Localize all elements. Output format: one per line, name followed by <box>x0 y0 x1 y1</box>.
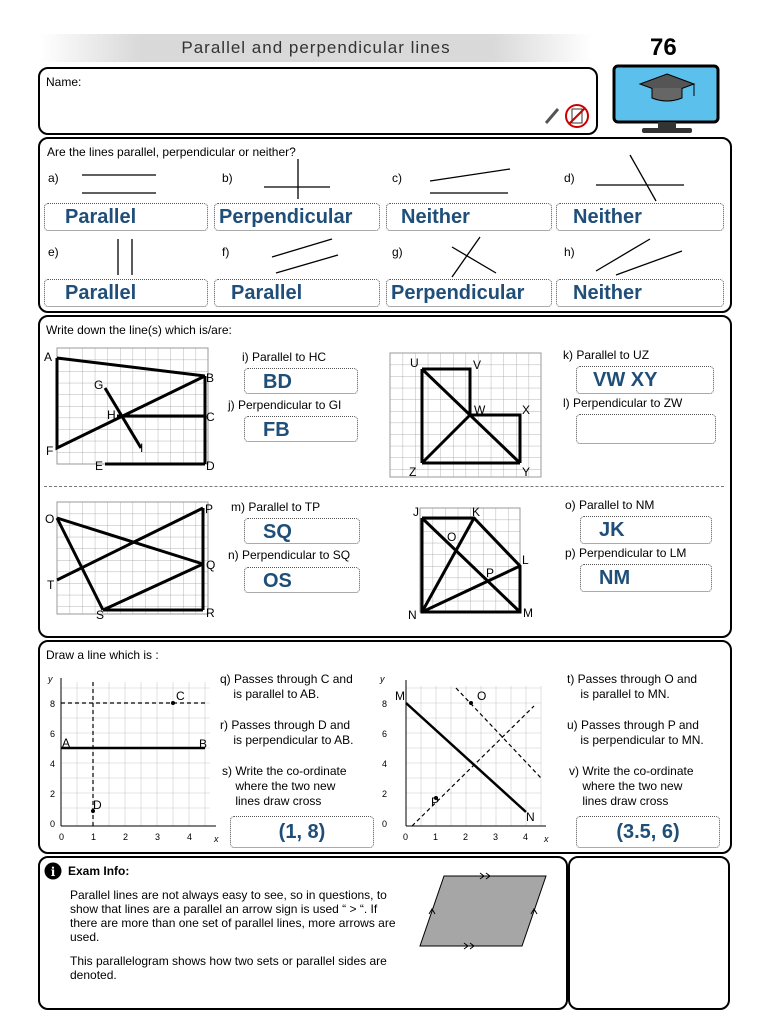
point-label: V <box>473 358 482 372</box>
point-label: L <box>522 553 529 567</box>
item-letter: b) <box>222 171 233 185</box>
tick-label: 0 <box>403 832 409 842</box>
parallelogram-diagram <box>418 868 548 950</box>
answer-k[interactable]: VW XY <box>576 366 714 394</box>
side-empty-box <box>568 856 730 1010</box>
point-label: C <box>176 689 185 703</box>
point-label: X <box>522 403 531 417</box>
item-letter: g) <box>392 245 403 259</box>
tick-label: 4 <box>523 832 529 842</box>
question-s: s) Write the co-ordinate where the two new lines draw cross <box>222 764 347 808</box>
svg-text:i: i <box>50 865 56 879</box>
tick-label: 0 <box>59 832 65 842</box>
question-v: v) Write the co-ordinate where the two new lines draw cross <box>569 764 694 808</box>
point-label: J <box>413 505 419 519</box>
section2-instruction: Write down the line(s) which is/are: <box>46 323 232 337</box>
axis-label-y: y <box>380 674 385 684</box>
tick-label: 2 <box>463 832 469 842</box>
section1-instruction: Are the lines parallel, perpendicular or neither? <box>47 145 296 159</box>
point-label: A <box>62 736 71 750</box>
question-n: n) Perpendicular to SQ <box>228 548 351 562</box>
tick-label: 1 <box>91 832 97 842</box>
title-bar <box>40 34 592 62</box>
question-q: q) Passes through C and is parallel to AB. <box>220 672 353 701</box>
item-letter: d) <box>564 171 575 185</box>
point-label: B <box>199 737 208 751</box>
item-letter: e) <box>48 245 59 259</box>
answer-o[interactable]: JK <box>580 516 712 544</box>
answer-j[interactable]: FB <box>244 416 358 442</box>
point-label: O <box>447 530 457 544</box>
question-j: j) Perpendicular to GI <box>228 398 342 412</box>
axis-label-x: x <box>544 834 549 844</box>
tick-label: 2 <box>382 789 388 799</box>
point-label: A <box>44 350 53 364</box>
page-title: Parallel and perpendicular lines <box>181 38 451 57</box>
axis-label-x: x <box>214 834 219 844</box>
answer-d[interactable]: Neither <box>556 203 724 231</box>
question-k: k) Parallel to UZ <box>563 348 650 362</box>
tick-label: 6 <box>382 729 388 739</box>
section-parallel-perpendicular <box>38 137 732 313</box>
question-i: i) Parallel to HC <box>242 350 327 364</box>
question-m: m) Parallel to TP <box>231 500 321 514</box>
point-label: H <box>107 408 116 422</box>
question-t: t) Passes through O and is parallel to MN. <box>567 672 698 701</box>
point-label: S <box>96 608 105 622</box>
question-u: u) Passes through P and is perpendicular to MN. <box>567 718 704 747</box>
point-label: Z <box>409 465 417 479</box>
point-label: M <box>395 689 405 703</box>
computer-graduation-icon <box>612 64 722 136</box>
tick-label: 0 <box>50 819 56 829</box>
grid-figure-4 <box>420 508 530 618</box>
answer-l[interactable] <box>576 414 716 444</box>
point-label: G <box>94 378 104 392</box>
section3-instruction: Draw a line which is : <box>46 648 159 662</box>
item-letter: h) <box>564 245 575 259</box>
exam-info-heading: Exam Info: <box>68 864 130 878</box>
name-box[interactable] <box>38 67 598 135</box>
point-label: N <box>526 810 535 824</box>
question-r: r) Passes through D and is perpendicular to AB. <box>220 718 354 747</box>
point-label: W <box>474 403 486 417</box>
point-label: N <box>408 608 417 622</box>
point-label: F <box>46 444 54 458</box>
point-label: E <box>95 459 104 473</box>
answer-e[interactable]: Parallel <box>44 279 208 307</box>
page-number: 76 <box>650 34 677 61</box>
pencil-icon <box>544 107 560 125</box>
tick-label: 2 <box>123 832 129 842</box>
point-label: C <box>206 410 215 424</box>
point-label: D <box>93 798 102 812</box>
tick-label: 8 <box>50 699 56 709</box>
point-label: P <box>486 566 495 580</box>
answer-p[interactable]: NM <box>580 564 712 592</box>
point-label: K <box>472 505 481 519</box>
point-label: Y <box>522 465 531 479</box>
axis-label-y: y <box>48 674 53 684</box>
point-label: O <box>477 689 487 703</box>
tick-label: 8 <box>382 699 388 709</box>
no-calculator-icon <box>564 103 590 129</box>
question-p: p) Perpendicular to LM <box>565 546 687 560</box>
point-label: P <box>205 502 214 516</box>
tick-label: 3 <box>155 832 161 842</box>
item-letter: a) <box>48 171 59 185</box>
point-label: P <box>431 795 440 809</box>
tick-label: 3 <box>493 832 499 842</box>
exam-info-paragraph-2: This parallelogram shows how two sets or parallel sides are denoted. <box>70 954 387 982</box>
answer-i[interactable]: BD <box>244 368 358 394</box>
dashed-divider <box>44 486 724 487</box>
answer-v[interactable]: (3.5, 6) <box>576 816 720 848</box>
exam-info-paragraph-1: Parallel lines are not always easy to see, so in questions, to show that lines are a parallel an arrow sign is used “ > “. If there are more than one set of parallel lines, more arrows are used. <box>70 888 396 944</box>
point-label: T <box>47 578 55 592</box>
tick-label: 4 <box>382 759 388 769</box>
grid-figure-1 <box>57 348 209 468</box>
grid-figure-2 <box>390 353 542 479</box>
point-label: R <box>206 606 215 620</box>
tick-label: 6 <box>50 729 56 739</box>
point-label: B <box>206 371 215 385</box>
question-l: l) Perpendicular to ZW <box>563 396 683 410</box>
answer-c[interactable]: Neither <box>386 203 552 231</box>
answer-s[interactable]: (1, 8) <box>230 816 374 848</box>
point-label: O <box>45 512 55 526</box>
coordinate-graph-1 <box>44 672 224 842</box>
tick-label: 1 <box>433 832 439 842</box>
answer-n[interactable]: OS <box>244 567 360 593</box>
answer-g[interactable]: Perpendicular <box>386 279 552 307</box>
tick-label: 4 <box>187 832 193 842</box>
grid-figure-3 <box>57 502 209 618</box>
name-label: Name: <box>46 75 82 89</box>
point-label: M <box>523 606 533 620</box>
tick-label: 2 <box>50 789 56 799</box>
question-o: o) Parallel to NM <box>565 498 655 512</box>
answer-m[interactable]: SQ <box>244 518 360 544</box>
item-letter: c) <box>392 171 402 185</box>
answer-b[interactable]: Perpendicular <box>214 203 380 231</box>
point-label: U <box>410 356 419 370</box>
info-icon <box>44 862 62 880</box>
tick-label: 0 <box>382 819 388 829</box>
item-letter: f) <box>222 245 230 259</box>
point-label: Q <box>206 558 216 572</box>
point-label: I <box>140 441 144 455</box>
answer-a[interactable]: Parallel <box>44 203 208 231</box>
tick-label: 4 <box>50 759 56 769</box>
point-label: D <box>206 459 215 473</box>
answer-h[interactable]: Neither <box>556 279 724 307</box>
answer-f[interactable]: Parallel <box>214 279 380 307</box>
